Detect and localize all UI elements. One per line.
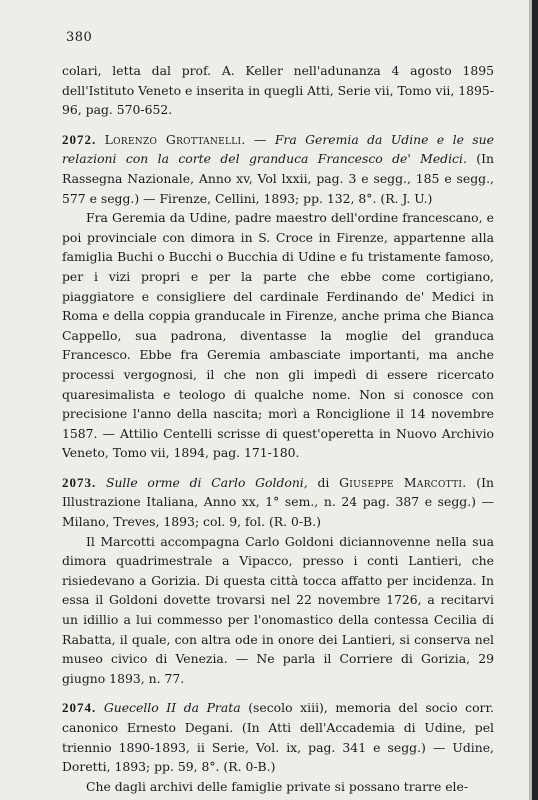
entry-body: Che dagli archivi delle famiglie private si possano trarre ele- (86, 778, 469, 794)
entry-citation: (In Rassegna Nazionale, Anno xv, Vol lxxii, pag. 3 e segg., 185 e segg., 577 e segg.) — Firenze, Cellini, 1893; pp. 132, 8°. (R. J. U.) (62, 151, 494, 206)
entry-citation: (secolo xiii), memoria del socio corr. canonico Ernesto Degani. (In Atti dell'Accademia di Udine, pel triennio 1890-1893, ii Serie, Vol. ix, pag. 341 e segg.) — Udine, Doretti, 1893; pp. 59, 8°. (R. 0-B.) (62, 700, 494, 775)
entry-title: Fra Geremia da Udine e le sue relazioni con la corte del granduca Francesco de' Medici. (62, 131, 494, 167)
entry-author-prefix: di (317, 474, 330, 490)
entry-body: Fra Geremia da Udine, padre maestro dell'ordine francescano, e poi provinciale con dimora in S. Croce in Firenze, appartenne alla famiglia Buchi o Bucchi o Bucchia di Udine e fu tristamente famoso, per i vizi propri e per la parte che ebbe come cortigiano, piaggiatore e consigliere del cardinale Ferdinando de' Medici in Roma e della coppia granducale in Firenze, anche prima che Bianca Cappello, sua padrona, diventasse la moglie del granduca Francesco. Ebbe fra Geremia ambasciate importanti, ma anche processi vergognosi, il che non gli impedì di essere ricercato quaresimalista e teologo di qualche nome. Non si conosce con precisione l'anno della nascita; morì a Ronciglione il 14 novembre 1587. — Attilio Centelli scrisse di quest'operetta in Nuovo Archivio Veneto, Tomo vii, 1894, pag. 171-180. (62, 210, 494, 461)
continuation-paragraph: colari, letta dal prof. A. Keller nell'adunanza 4 agosto 1895 dell'Istituto Veneto e inserita in quegli Atti, Serie vii, Tomo vii, 1895-96, pag. 570-652. (62, 63, 494, 118)
entry-author: Giuseppe Marcotti. (339, 474, 467, 490)
entry-2073-heading (62, 473, 494, 532)
entry-number: 2072. (62, 131, 97, 147)
entry-number: 2074. (62, 700, 97, 716)
entry-title: Sulle orme di Carlo Goldoni, (105, 474, 308, 490)
scan-edge (532, 0, 538, 800)
entry-2074-heading (62, 698, 494, 776)
entry-citation: (In Illustrazione Italiana, Anno xx, 1° sem., n. 24 pag. 387 e segg.) — Milano, Treves, 1893; col. 9, fol. (R. 0-B.) (62, 474, 494, 530)
entry-number: 2073. (62, 474, 97, 490)
entry-author: Lorenzo Grottanelli. (104, 131, 246, 147)
entry-body: Il Marcotti accompagna Carlo Goldoni diciannovenne nella sua dimora quadrimestrale a Vipacco, presso i conti Lantieri, che risiedevano a Gorizia. Di questa città tocca affatto per incidenza. In essa il Goldoni dovette trovarsi nel 22 novembre 1726, a recitarvi un idillio a lui commesso per l'onomastico della contessa Cecilia di Rabatta, il quale, con altra ode in onore dei Lantieri, si conserva nel museo civico di Venezia. — Ne parla il Corriere di Gorizia, 29 giugno 1893, n. 77. (62, 533, 494, 686)
page-number: 380 (66, 30, 93, 45)
entry-title: Guecello II da Prata (103, 700, 241, 716)
entry-2072-heading: 2072. Lorenzo Grottanelli. — Fra Geremia da Udine e le sue relazioni con la corte del granduca Francesco de' Medici. (In Rassegna Nazionale, Anno xv, Vol lxxii, pag. 3 e segg., 185 e segg., 577 e segg.) — Firenze, Cellini, 1893; pp. 132, 8°. (R. J. U.) (62, 131, 494, 206)
page-text (62, 61, 494, 796)
